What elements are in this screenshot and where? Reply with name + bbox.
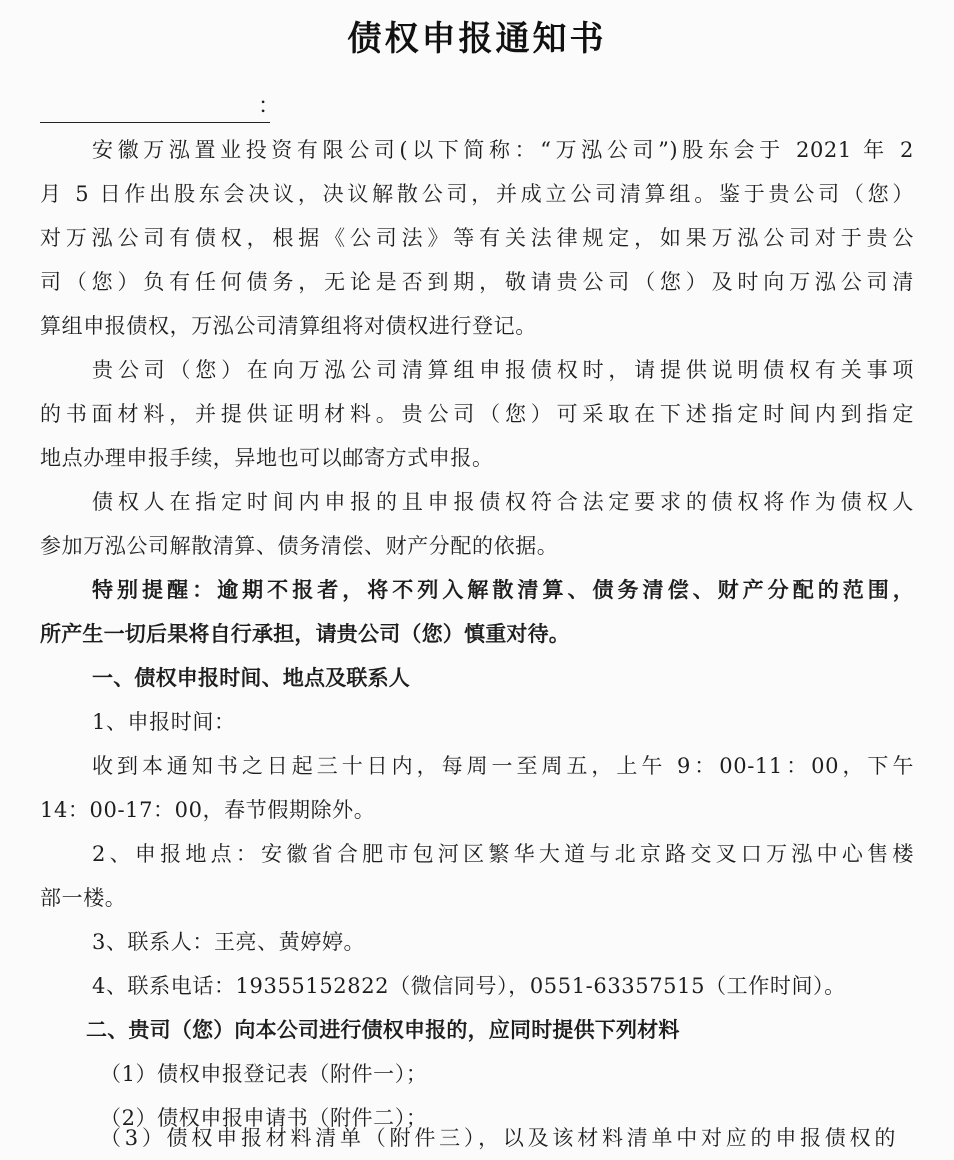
- declaration-time-label: 1、申报时间：: [92, 710, 236, 734]
- special-reminder-line: 特别提醒：逾期不报者，将不列入解散清算、债务清偿、财产分配的范围，: [92, 578, 914, 602]
- material-list-item: （2）债权申报申请书（附件二）；: [100, 1106, 428, 1130]
- addressee-colon: ：: [258, 94, 281, 119]
- addressee-blank-line: [40, 100, 270, 123]
- paragraph-2-line: 地点办理申报手续，异地也可以邮寄方式申报。: [40, 446, 494, 470]
- section-1-heading: 一、债权申报时间、地点及联系人: [92, 666, 410, 690]
- declaration-place-line: 2、申报地点：安徽省合肥市包河区繁华大道与北京路交叉口万泓中心售楼: [92, 842, 914, 866]
- section-2-heading: 二、贵司（您）向本公司进行债权申报的，应同时提供下列材料: [86, 1018, 680, 1042]
- paragraph-3-line: 债权人在指定时间内申报的且申报债权符合法定要求的债权将作为债权人: [92, 490, 914, 514]
- contact-person-line: 3、联系人：王亮、黄婷婷。: [92, 930, 366, 954]
- paragraph-1-line: 对万泓公司有债权，根据《公司法》等有关法律规定，如果万泓公司对于贵公: [40, 226, 914, 250]
- declaration-time-line: 收到本通知书之日起三十日内，每周一至周五，上午 9：00-11：00，下午: [92, 754, 914, 778]
- material-list-item: （3）债权申报材料清单（附件三），以及该材料清单中对应的申报债权的: [100, 1126, 896, 1150]
- material-list-item: （1）债权申报登记表（附件一）；: [100, 1062, 428, 1086]
- paragraph-1-line: 司（您）负有任何债务，无论是否到期，敬请贵公司（您）及时向万泓公司清: [40, 270, 914, 294]
- paragraph-3-line: 参加万泓公司解散清算、债务清偿、财产分配的依据。: [40, 534, 559, 558]
- special-reminder-line: 所产生一切后果将自行承担，请贵公司（您）慎重对待。: [40, 622, 570, 646]
- declaration-time-line: 14：00-17：00，春节假期除外。: [40, 798, 376, 822]
- paragraph-1-line: 月 5 日作出股东会决议，决议解散公司，并成立公司清算组。鉴于贵公司（您）: [40, 182, 914, 206]
- contact-phone-line: 4、联系电话：19355152822（微信同号），0551-63357515（工作时间）。: [92, 974, 846, 998]
- paragraph-2-line: 贵公司（您）在向万泓公司清算组申报债权时，请提供说明债权有关事项: [92, 358, 914, 382]
- paragraph-1-line: 算组申报债权，万泓公司清算组将对债权进行登记。: [40, 314, 537, 338]
- declaration-place-line: 部一楼。: [40, 886, 127, 910]
- paragraph-1-line: 安徽万泓置业投资有限公司(以下简称：“万泓公司”)股东会于 2021 年 2: [92, 138, 914, 162]
- paragraph-2-line: 的书面材料，并提供证明材料。贵公司（您）可采取在下述指定时间内到指定: [40, 402, 914, 426]
- document-title: 债权申报通知书: [347, 19, 607, 59]
